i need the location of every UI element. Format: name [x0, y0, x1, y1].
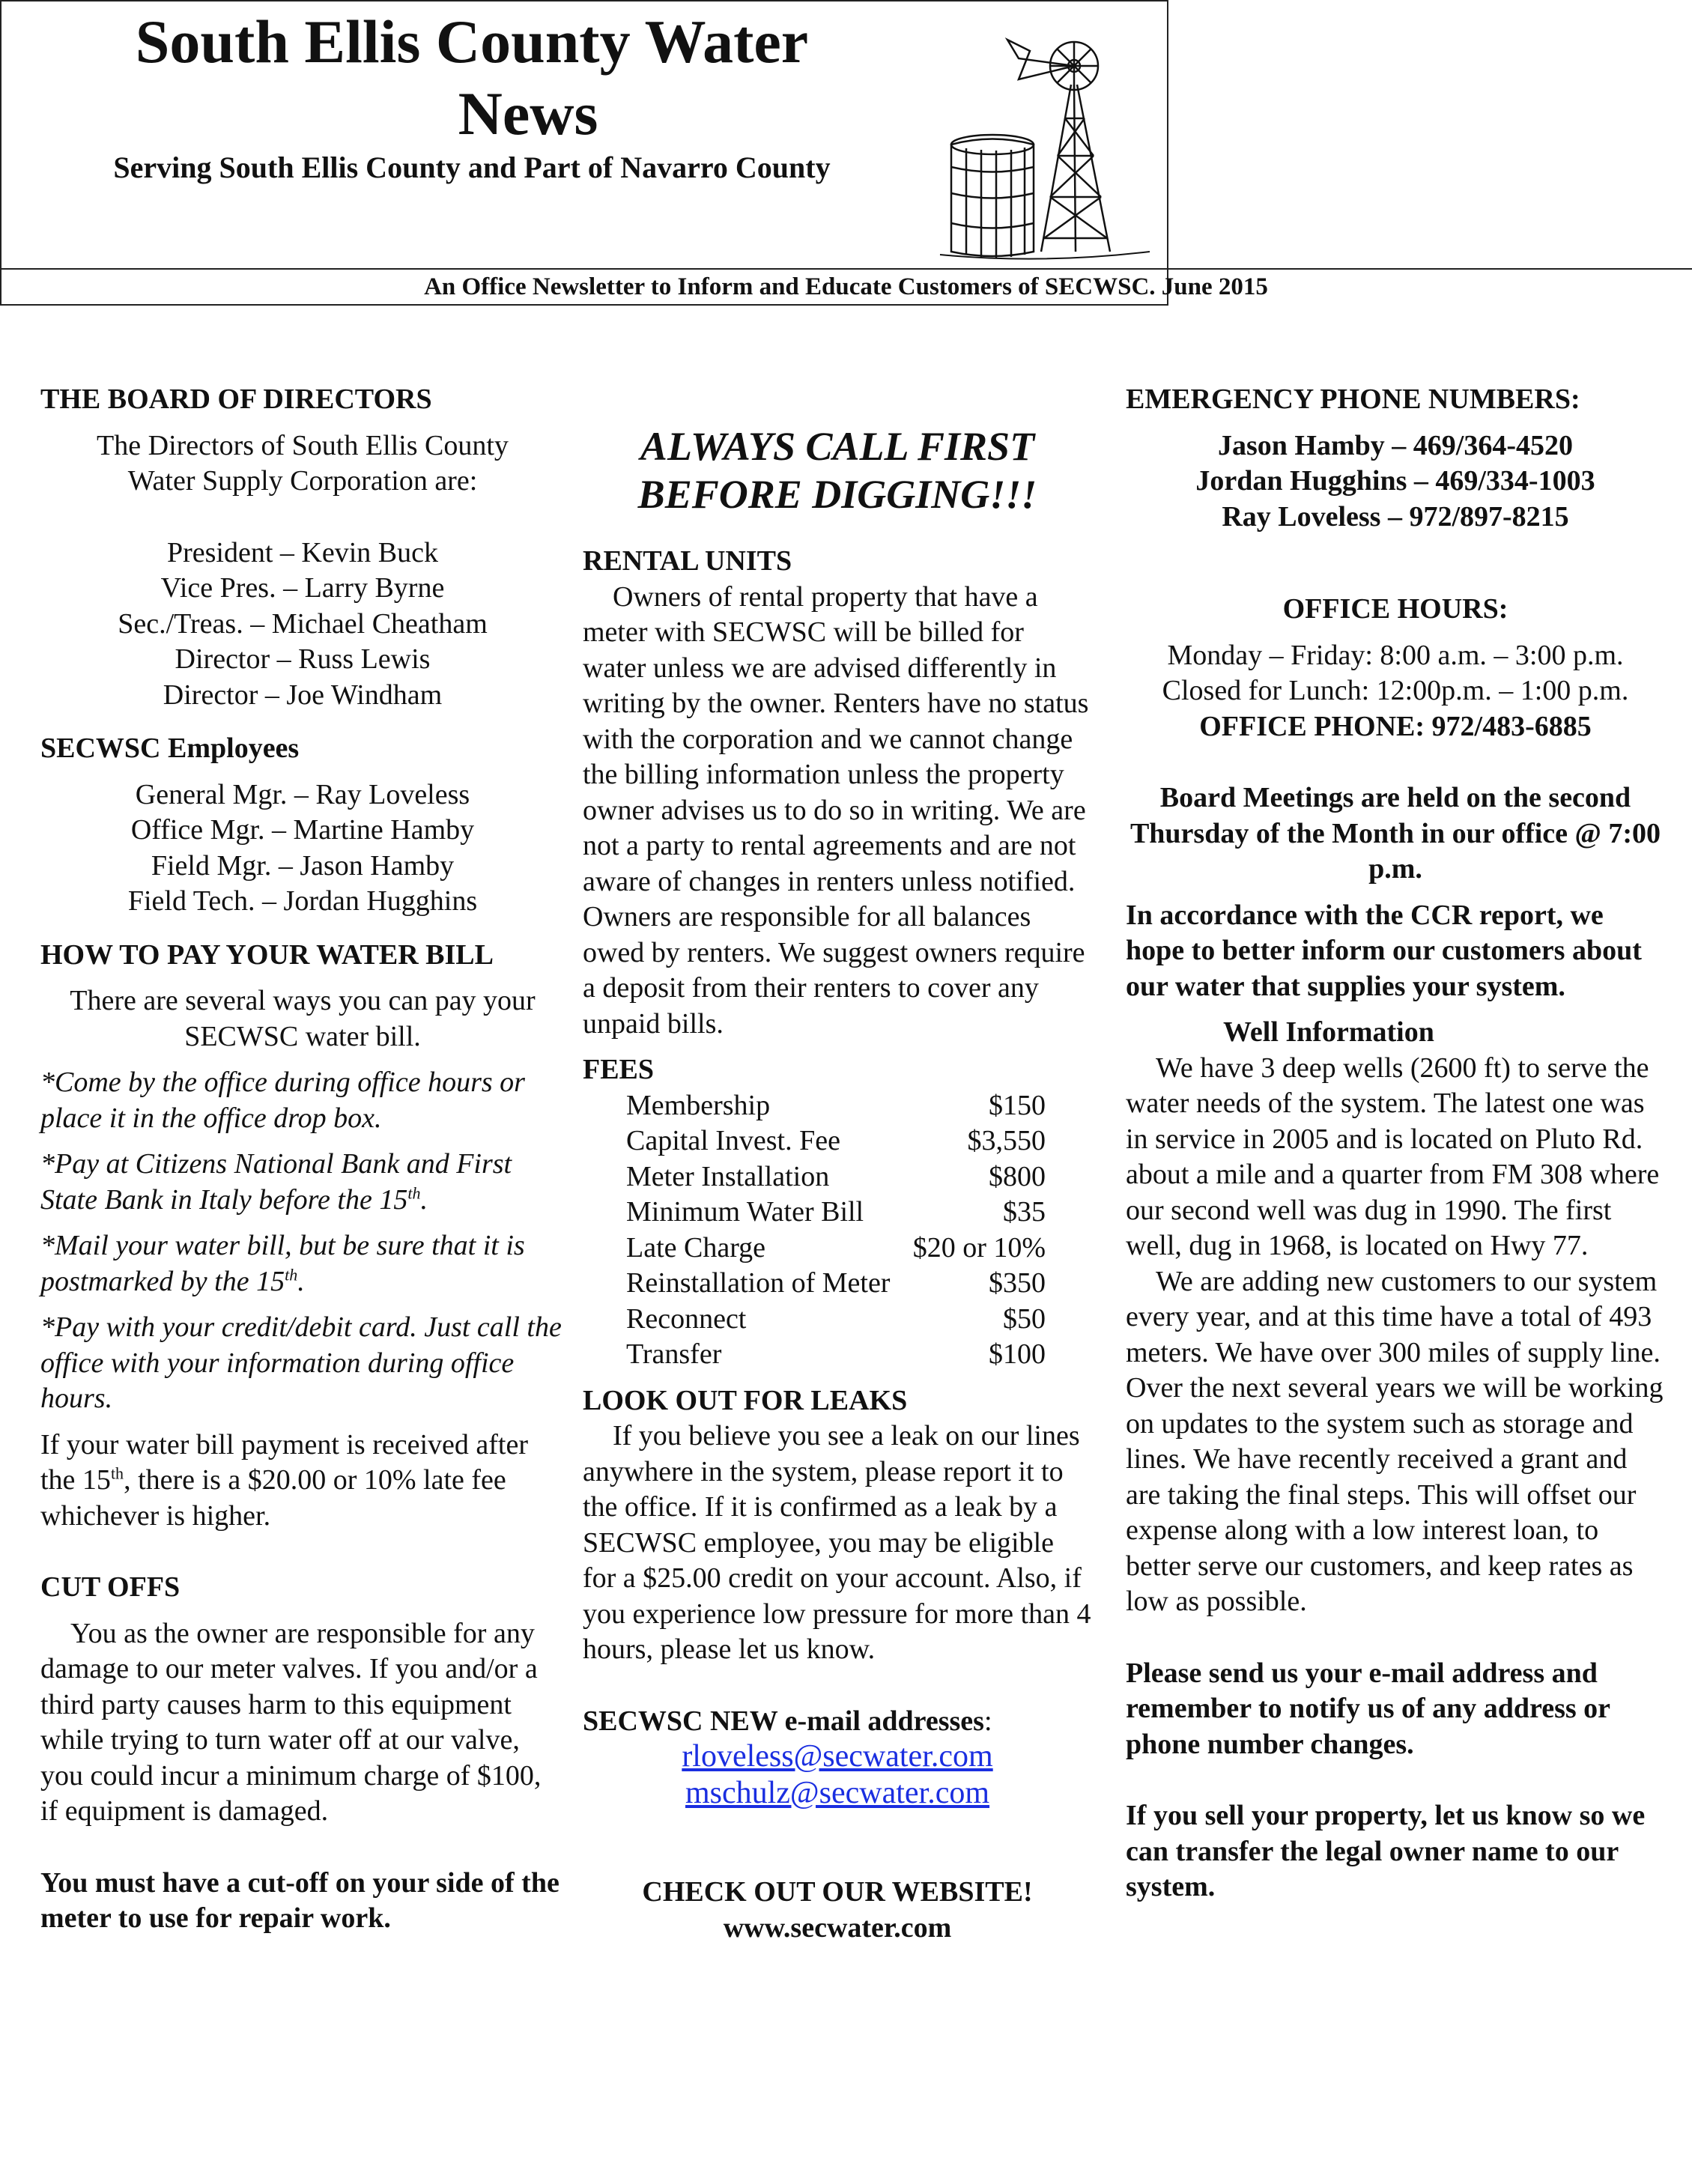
- left-column: [40, 382, 565, 1937]
- newsletter-tagline: An Office Newsletter to Inform and Educate Customers of SECWSC. June 2015: [0, 268, 1692, 306]
- board-member: Director – Joe Windham: [163, 679, 443, 711]
- fee-label: Minimum Water Bill: [626, 1196, 864, 1228]
- fee-value: $50: [1003, 1302, 1046, 1335]
- emergency-heading: EMERGENCY PHONE NUMBERS:: [1126, 383, 1580, 415]
- call-before-digging-line2: BEFORE DIGGING!!!: [637, 472, 1037, 517]
- call-before-digging-line1: ALWAYS CALL FIRST: [640, 424, 1035, 469]
- rental-body: Owners of rental property that have a meter with SECWSC will be billed for water unless we are advised differently in writing by the owner. Renters have no status with the corporation and we cannot change the billing information unless the property owner advises us to do so in writing. We are not a party to rental agreements and are not aware of changes in renters unless notified. Owners are responsible for all balances owed by renters. We suggest owners require a deposit from their renters to cover any unpaid bills.: [583, 580, 1089, 1040]
- rental-heading: RENTAL UNITS: [583, 545, 792, 577]
- email-link-rloveless[interactable]: rloveless@secwater.com: [682, 1739, 993, 1774]
- board-intro-line2: Water Supply Corporation are:: [127, 465, 478, 497]
- fee-row: [583, 1159, 1092, 1195]
- employees-heading: SECWSC Employees: [40, 732, 300, 764]
- board-meetings-note: Board Meetings are held on the second Thursday of the Month in our office @ 7:00 p.m.: [1129, 782, 1661, 885]
- emergency-contact: Jordan Hugghins – 469/334-1003: [1195, 465, 1595, 497]
- fee-label: Transfer: [626, 1338, 722, 1370]
- newsletter-subtitle: Serving South Ellis County and Part of Navarro County: [113, 151, 831, 184]
- fee-label: Reinstallation of Meter: [626, 1267, 891, 1299]
- fee-label: Late Charge: [626, 1231, 766, 1264]
- right-column: [1126, 382, 1665, 1905]
- pay-option-office: *Come by the office during office hours or place it in the office drop box.: [40, 1067, 525, 1134]
- office-hours-weekdays: Monday – Friday: 8:00 a.m. – 3:00 p.m.: [1167, 639, 1624, 671]
- newsletter-title: South Ellis County Water: [135, 7, 809, 76]
- employee: Field Tech. – Jordan Hugghins: [127, 885, 478, 917]
- fee-label: Capital Invest. Fee: [626, 1125, 840, 1156]
- board-member: President – Kevin Buck: [166, 536, 438, 568]
- newsletter-title-line2: News: [458, 79, 598, 148]
- pay-bill-intro-line2: SECWSC water bill.: [184, 1020, 421, 1052]
- fee-label: Reconnect: [626, 1302, 747, 1335]
- emergency-contact: Ray Loveless – 972/897-8215: [1222, 500, 1569, 533]
- well-info-para2: We are adding new customers to our system every year, and at this time have a total of 493 meters. We have over 300 miles of supply line. Over the next several years we will be working on updates to the system such as storage and lines. We have recently received a grant and are taking the final steps. This will offset our expense along with a low interest loan, to better serve our customers, and keep rates as low as possible.: [1126, 1265, 1664, 1617]
- pay-option-bank: *Pay at Citizens National Bank and First State Bank in Italy before the 15th.: [40, 1148, 512, 1216]
- emergency-contact: Jason Hamby – 469/364-4520: [1218, 429, 1573, 461]
- leaks-heading: LOOK OUT FOR LEAKS: [583, 1384, 908, 1416]
- leaks-body: If you believe you see a leak on our lines anywhere in the system, please report it to the office. If it is confirmed as a leak by a SECWSC employee, you may be eligible for a $25.00 credit on your account. Also, if you experience low pressure for more than 4 hours, please let us know.: [583, 1420, 1091, 1665]
- fee-value: $100: [989, 1338, 1046, 1370]
- fee-value: $35: [1003, 1196, 1046, 1228]
- email-heading: SECWSC NEW e-mail addresses:: [583, 1705, 992, 1737]
- employee: General Mgr. – Ray Loveless: [135, 778, 470, 810]
- employee: Field Mgr. – Jason Hamby: [151, 849, 455, 882]
- fee-row: [583, 1231, 1092, 1267]
- website-heading: CHECK OUT OUR WEBSITE!: [642, 1876, 1033, 1908]
- fee-row: [583, 1195, 1092, 1231]
- cut-offs-warning: You must have a cut-off on your side of the meter to use for repair work.: [40, 1866, 560, 1934]
- fee-value: $3,550: [967, 1125, 1046, 1156]
- sell-property-note: If you sell your property, let us know so we can transfer the legal owner name to our system.: [1126, 1800, 1646, 1902]
- office-phone: OFFICE PHONE: 972/483-6885: [1199, 710, 1592, 742]
- fee-row: [583, 1123, 1092, 1159]
- pay-option-card: *Pay with your credit/debit card. Just call the office with your information during office hours.: [40, 1311, 562, 1414]
- middle-column: [583, 382, 1092, 1946]
- email-link-mschulz[interactable]: mschulz@secwater.com: [685, 1775, 990, 1810]
- fee-row: [583, 1337, 1092, 1373]
- well-info-para1: We have 3 deep wells (2600 ft) to serve the water needs of the system. The latest one was in service in 2005 and is located on Pluto Rd. about a mile and a quarter from FM 308 where our second well was dug in 1990. The first well, dug in 1968, is located on Hwy 77.: [1126, 1052, 1660, 1261]
- office-hours-heading: OFFICE HOURS:: [1282, 593, 1508, 625]
- board-member: Director – Russ Lewis: [175, 643, 431, 675]
- fee-row: [583, 1266, 1092, 1302]
- fee-value: $150: [989, 1089, 1046, 1121]
- website-url: www.secwater.com: [723, 1911, 952, 1944]
- fee-label: Membership: [626, 1089, 771, 1121]
- board-heading: THE BOARD OF DIRECTORS: [40, 383, 432, 415]
- masthead: [0, 0, 1268, 306]
- pay-bill-intro-line1: There are several ways you can pay your: [70, 985, 536, 1016]
- fee-value: $20 or 10%: [912, 1231, 1046, 1264]
- pay-option-mail: *Mail your water bill, but be sure that it is postmarked by the 15th.: [40, 1230, 525, 1297]
- fee-row: [583, 1088, 1092, 1124]
- pay-bill-heading: HOW TO PAY YOUR WATER BILL: [40, 938, 494, 971]
- well-info-heading: Well Information: [1223, 1016, 1434, 1048]
- board-member: Vice Pres. – Larry Byrne: [160, 572, 445, 604]
- board-member: Sec./Treas. – Michael Cheatham: [118, 607, 488, 640]
- fee-value: $800: [989, 1160, 1046, 1192]
- ccr-note: In accordance with the CCR report, we hope to better inform our customers about our water that supplies your system.: [1126, 899, 1642, 1002]
- employee: Office Mgr. – Martine Hamby: [130, 814, 475, 846]
- fee-label: Meter Installation: [626, 1160, 830, 1192]
- cut-offs-body: You as the owner are responsible for any damage to our meter valves. If you and/or a third party causes harm to this equipment while trying to turn water off at our valve, you could incur a minimum charge of $100, if equipment is damaged.: [40, 1617, 542, 1827]
- late-fee-note: If your water bill payment is received after the 15th, there is a $20.00 or 10% late fee whichever is higher.: [40, 1428, 528, 1532]
- windmill-water-tank-illustration: [936, 13, 1153, 261]
- fee-value: $350: [989, 1267, 1046, 1299]
- fee-row: [583, 1302, 1092, 1338]
- cut-offs-heading: CUT OFFS: [40, 1571, 181, 1603]
- fees-heading: FEES: [583, 1054, 655, 1085]
- office-hours-lunch: Closed for Lunch: 12:00p.m. – 1:00 p.m.: [1162, 675, 1629, 706]
- board-intro-line1: The Directors of South Ellis County: [97, 429, 509, 461]
- email-request-note: Please send us your e-mail address and remember to notify us of any address or phone number changes.: [1126, 1657, 1610, 1760]
